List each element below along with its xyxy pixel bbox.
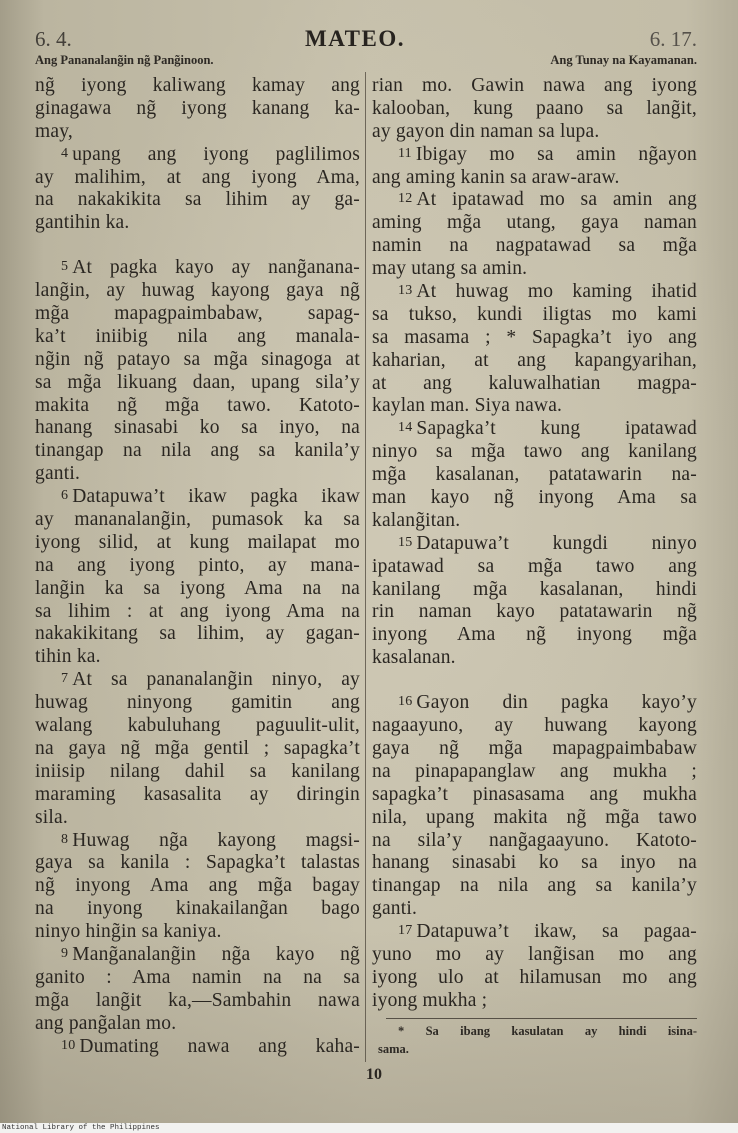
line-text: gaya ng̃ mg̃a mapagpaimbabaw	[372, 737, 697, 759]
book-title	[0, 26, 738, 52]
verse-number: 8	[61, 831, 69, 847]
page-number	[0, 1066, 738, 1084]
line-text: ganti.	[35, 463, 81, 485]
line-text: ginagawa ng̃ iyong kanang ka-	[35, 97, 360, 119]
text-line	[35, 601, 360, 624]
text-line	[372, 373, 697, 396]
line-text: walang kabuluhang paguulit-ulit,	[35, 715, 360, 737]
text-line	[372, 967, 697, 990]
line-text: At pagka kayo ay nang̃anana-	[72, 257, 360, 279]
line-text: Dumating nawa ang kaha-	[79, 1035, 360, 1057]
text-line	[35, 921, 360, 944]
text-line	[35, 692, 360, 715]
line-text: na ang iyong pinto, ay mana-	[35, 554, 360, 576]
line-text: tihin ka.	[35, 646, 101, 668]
line-text: Sapagka’t kung ipatawad	[416, 418, 697, 440]
text-line	[35, 532, 360, 555]
line-text: namin na nagpatawad sa mg̃a	[372, 235, 697, 257]
text-line	[35, 303, 360, 326]
text-line	[35, 1013, 360, 1036]
line-text: mg̃a lang̃it ka,—Sambahin nawa	[35, 989, 360, 1011]
text-line	[35, 830, 360, 853]
line-text: At huwag mo kaming ihatid	[416, 281, 697, 303]
text-line	[372, 898, 697, 921]
verse-number: 15	[398, 534, 413, 550]
verse-number: 11	[398, 145, 412, 161]
text-line	[372, 807, 697, 830]
text-line	[35, 852, 360, 875]
line-text: At sa pananalang̃in ninyo, ay	[72, 669, 360, 691]
verse-paragraph	[372, 692, 697, 921]
section-heading-right: Ang Tunay na Kayamanan.	[550, 53, 697, 67]
left-text-column	[35, 75, 360, 1058]
line-text: gaya sa kanila : Sapagka’t talastas	[35, 852, 360, 874]
verse-paragraph	[35, 830, 360, 944]
line-text: mg̃a mapagpaimbabaw, sapag-	[35, 303, 360, 325]
line-text: sila.	[35, 806, 68, 828]
page-number-text: 10	[366, 1066, 382, 1083]
text-line	[35, 121, 360, 144]
line-text: sapagka’t pinasasama ang mukha	[372, 783, 697, 805]
line-text: ninyo hing̃in sa kaniya.	[35, 921, 222, 943]
verse-paragraph	[372, 75, 697, 144]
verse-number: 7	[61, 671, 69, 687]
text-line	[372, 624, 697, 647]
text-section	[35, 257, 360, 1058]
line-text: upang ang iyong paglilimos	[72, 143, 360, 165]
text-line	[35, 75, 360, 98]
line-text: ng̃in ng̃ patayo sa mg̃a sinagoga at	[35, 348, 360, 370]
text-line	[372, 144, 697, 167]
line-text: yuno mo ay lang̃isan mo ang	[372, 943, 697, 965]
text-line	[35, 486, 360, 509]
verse-number: 14	[398, 420, 413, 436]
section-heading-left: Ang Pananalang̃in ng̃ Pang̃inoon.	[35, 53, 214, 67]
line-text: na inyong kinakailang̃an bago	[35, 898, 360, 920]
text-line	[35, 189, 360, 212]
text-line	[35, 646, 360, 669]
line-text: iniisip nilang dahil sa kanilang	[35, 760, 360, 782]
text-line	[35, 509, 360, 532]
line-text: hanang sinasabi ko sa inyo na	[372, 852, 697, 874]
text-line	[35, 212, 360, 235]
line-text: iyong mukha ;	[372, 989, 488, 1011]
text-line	[372, 75, 697, 98]
line-text: may utang sa amin.	[372, 258, 528, 280]
line-text: at ang kaluwalhatian magpa-	[372, 372, 697, 394]
text-line	[35, 555, 360, 578]
line-text: iyong ulo at hilamusan mo ang	[372, 966, 697, 988]
chapter-verse-start: 6. 4.	[35, 27, 72, 51]
text-line	[35, 898, 360, 921]
text-line	[372, 601, 697, 624]
text-section	[372, 75, 697, 670]
line-text: na pinapapanglaw ang mukha ;	[372, 760, 697, 782]
verse-number: 5	[61, 259, 69, 275]
text-line	[372, 121, 697, 144]
text-line	[35, 669, 360, 692]
line-text: iyong silid, at kung mailapat mo	[35, 531, 360, 553]
line-text: sa lihim : at ang iyong Ama na	[35, 600, 360, 622]
scan-credit-strip	[0, 1123, 738, 1133]
verse-number: 9	[61, 945, 69, 961]
line-text: ng̃ iyong kaliwang kamay ang	[35, 75, 360, 96]
footnote	[378, 1022, 697, 1058]
line-text: hanang sinasabi ko sa inyo, na	[35, 417, 360, 439]
line-text: kalang̃itan.	[372, 509, 461, 531]
line-text: mg̃a kasalanan, patatawarin na-	[372, 464, 697, 486]
text-line	[372, 533, 697, 556]
text-section	[372, 692, 697, 1012]
line-text: tinangap na nila ang sa kanila’y	[372, 875, 697, 897]
line-text: inyong Ama ng̃ inyong mg̃a	[372, 624, 697, 646]
text-line	[372, 464, 697, 487]
line-text: maraming kasasalita ay diringin	[35, 783, 360, 805]
verse-paragraph	[35, 144, 360, 236]
book-title-text: MATEO.	[305, 26, 405, 51]
text-line	[35, 372, 360, 395]
line-text: Datapuwa’t ikaw pagka ikaw	[72, 486, 360, 508]
line-text: ganito : Ama namin na na sa	[35, 966, 360, 988]
verse-paragraph	[372, 281, 697, 418]
line-text: lang̃in ka sa iyong Ama na na	[35, 577, 360, 599]
text-line	[372, 98, 697, 121]
line-text: ang aming kanin sa araw-araw.	[372, 166, 620, 188]
text-section	[35, 75, 360, 235]
text-line	[372, 281, 697, 304]
text-line	[372, 441, 697, 464]
text-line	[35, 875, 360, 898]
text-line	[35, 326, 360, 349]
line-text: nagaayuno, ay huwang kayong	[372, 715, 697, 737]
text-line	[372, 167, 697, 190]
text-line	[372, 852, 697, 875]
line-text: huwag ninyong gamitin ang	[35, 692, 360, 714]
line-text: Ibigay mo sa amin ng̃ayon	[415, 143, 697, 165]
text-line	[35, 578, 360, 601]
text-line	[372, 990, 697, 1013]
line-text: Datapuwa’t kungdi ninyo	[416, 532, 697, 554]
text-line	[372, 761, 697, 784]
line-text: ay mananalang̃in, pumasok ka sa	[35, 509, 360, 531]
text-line	[372, 875, 697, 898]
text-line	[35, 761, 360, 784]
line-text: ipatawad sa mg̃a tawo ang	[372, 555, 697, 577]
text-line	[372, 579, 697, 602]
line-text: kalooban, kung paano sa lang̃it,	[372, 97, 697, 119]
text-line	[35, 144, 360, 167]
text-line	[35, 280, 360, 303]
text-line	[35, 1036, 360, 1059]
text-line	[35, 463, 360, 486]
text-line	[35, 990, 360, 1013]
footnote-line: * Sa ibang kasulatan ay hindi isina-	[398, 1024, 697, 1038]
right-text-column	[372, 75, 697, 1013]
line-text: lang̃in, ay huwag kayong gaya ng̃	[35, 280, 360, 302]
chapter-verse-end: 6. 17.	[649, 27, 697, 51]
text-line	[35, 349, 360, 372]
verse-number: 10	[61, 1037, 76, 1053]
line-text: sa mg̃a likuang daan, upang sila’y	[35, 371, 360, 393]
line-text: na nakakikita sa lihim ay ga-	[35, 189, 360, 211]
text-line	[35, 967, 360, 990]
line-text: aming mg̃a utang, gaya naman	[372, 212, 697, 234]
line-text: may,	[35, 120, 73, 142]
text-line	[372, 235, 697, 258]
text-line	[372, 487, 697, 510]
text-line	[372, 738, 697, 761]
line-text: sa masama ; * Sapagka’t iyo ang	[372, 326, 697, 348]
text-line	[372, 350, 697, 373]
text-line	[372, 944, 697, 967]
text-line	[372, 692, 697, 715]
line-text: ninyo sa mg̃a tawo ang kanilang	[372, 441, 697, 463]
line-text: Huwag ng̃a kayong magsi-	[72, 829, 360, 851]
verse-number: 4	[61, 145, 69, 161]
verse-paragraph	[35, 486, 360, 669]
text-line	[372, 327, 697, 350]
verse-paragraph	[35, 1036, 360, 1059]
line-text: rian mo. Gawin nawa ang iyong	[372, 75, 697, 96]
text-line	[372, 647, 697, 670]
text-line	[372, 921, 697, 944]
line-text: nakakikitang sa lihim, ay gagan-	[35, 623, 360, 645]
verse-paragraph	[35, 944, 360, 1036]
line-text: ay gayon din naman sa lupa.	[372, 120, 600, 142]
line-text: ganti.	[372, 898, 418, 920]
footnote-divider	[386, 1018, 697, 1019]
text-line	[35, 623, 360, 646]
text-line	[372, 830, 697, 853]
verse-number: 12	[398, 191, 413, 207]
line-text: nila, upang makita ng̃ mg̃a tawo	[372, 806, 697, 828]
verse-paragraph	[35, 257, 360, 486]
verse-number: 13	[398, 283, 413, 299]
text-line	[35, 395, 360, 418]
verse-paragraph	[35, 669, 360, 829]
text-line	[35, 257, 360, 280]
text-line	[372, 304, 697, 327]
text-line	[35, 784, 360, 807]
text-line	[35, 417, 360, 440]
line-text: gantihin ka.	[35, 212, 130, 234]
verse-paragraph	[372, 144, 697, 190]
verse-number: 16	[398, 694, 413, 710]
line-text: sa tukso, kundi iligtas mo kami	[372, 303, 697, 325]
line-text: At ipatawad mo sa amin ang	[416, 189, 697, 211]
text-line	[35, 807, 360, 830]
verse-number: 17	[398, 923, 413, 939]
line-text: Mang̃analang̃in ng̃a kayo ng̃	[72, 943, 360, 965]
line-text: ay malihim, at ang iyong Ama,	[35, 166, 360, 188]
line-text: kaharian, at ang kapangyarihan,	[372, 349, 697, 371]
line-text: tinangap na nila ang sa kanila’y	[35, 440, 360, 462]
text-line	[35, 944, 360, 967]
text-line	[35, 440, 360, 463]
line-text: makita ng̃ mg̃a tawo. Katoto-	[35, 394, 360, 416]
line-text: rin naman kayo patatawarin ng̃	[372, 601, 697, 623]
verse-paragraph	[372, 189, 697, 281]
line-text: Gayon din pagka kayo’y	[416, 692, 697, 714]
text-line	[372, 418, 697, 441]
verse-paragraph	[35, 75, 360, 144]
line-text: ka’t iniibig nila ang manala-	[35, 325, 360, 347]
text-line	[372, 212, 697, 235]
line-text: Datapuwa’t ikaw, sa pagaa-	[416, 921, 697, 943]
text-line	[372, 715, 697, 738]
text-line	[35, 715, 360, 738]
verse-paragraph	[372, 418, 697, 532]
text-line	[372, 510, 697, 533]
line-text: ng̃ inyong Ama ang mg̃a bagay	[35, 875, 360, 897]
text-line	[35, 738, 360, 761]
line-text: kanilang mg̃a kasalanan, hindi	[372, 578, 697, 600]
scan-credit: National Library of the Philippines	[2, 1124, 160, 1132]
text-line	[35, 167, 360, 190]
text-line	[372, 395, 697, 418]
column-divider	[365, 72, 366, 1062]
text-line	[372, 189, 697, 212]
text-line	[372, 258, 697, 281]
text-line	[372, 556, 697, 579]
verse-paragraph	[372, 533, 697, 670]
line-text: na gaya ng̃ mg̃a gentil ; sapagka’t	[35, 737, 360, 759]
line-text: man kayo ng̃ inyong Ama sa	[372, 487, 697, 509]
line-text: na sila’y nang̃agaayuno. Katoto-	[372, 829, 697, 851]
line-text: kaylan man. Siya nawa.	[372, 395, 563, 417]
text-line	[372, 784, 697, 807]
footnote-line: sama.	[378, 1042, 409, 1056]
verse-paragraph	[372, 921, 697, 1013]
verse-number: 6	[61, 488, 69, 504]
text-line	[35, 98, 360, 121]
line-text: kasalanan.	[372, 647, 456, 669]
line-text: ang pang̃alan mo.	[35, 1012, 177, 1034]
